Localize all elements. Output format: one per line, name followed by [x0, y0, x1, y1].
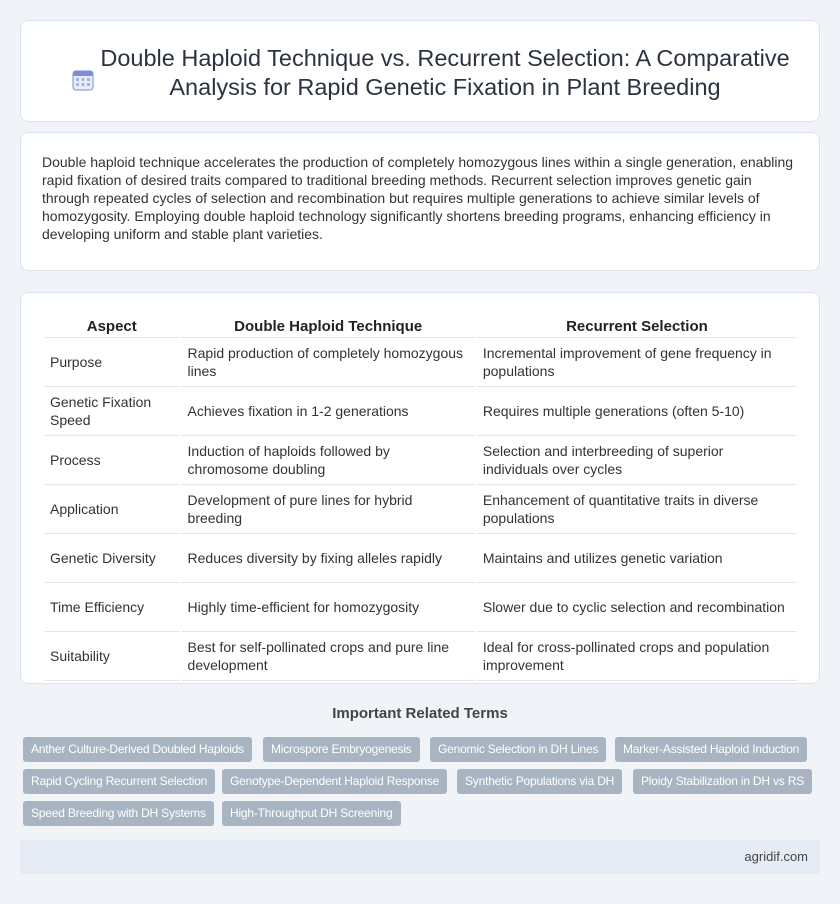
- related-terms-heading: Important Related Terms: [332, 705, 508, 722]
- related-term-tag[interactable]: Ploidy Stabilization in DH vs RS: [633, 769, 812, 794]
- table-cell-aspect: Purpose: [44, 338, 180, 387]
- related-term-tag[interactable]: Anther Culture-Derived Doubled Haploids: [23, 737, 252, 762]
- related-term-tag[interactable]: Genotype-Dependent Haploid Response: [222, 769, 447, 794]
- related-term-tag[interactable]: Rapid Cycling Recurrent Selection: [23, 769, 215, 794]
- table-row: [44, 338, 797, 387]
- column-header-aspect: Aspect: [44, 316, 180, 338]
- table-cell-aspect: Suitability: [44, 632, 180, 681]
- table-row: [44, 534, 797, 583]
- table-cell: Best for self-pollinated crops and pure line development: [182, 632, 475, 681]
- table-cell: Development of pure lines for hybrid breeding: [182, 485, 475, 534]
- related-term-tag[interactable]: Genomic Selection in DH Lines: [430, 737, 606, 762]
- table-cell: Selection and interbreeding of superior individuals over cycles: [477, 436, 797, 485]
- table-cell: Highly time-efficient for homozygosity: [182, 583, 475, 632]
- related-term-tag[interactable]: Marker-Assisted Haploid Induction: [615, 737, 807, 762]
- page-title: Double Haploid Technique vs. Recurrent Selection: A Comparative Analysis for Rapid Genetic Fixation in Plant Breeding: [100, 45, 790, 100]
- table-cell: Maintains and utilizes genetic variation: [477, 534, 797, 583]
- table-cell: Requires multiple generations (often 5-10): [477, 387, 797, 436]
- table-cell: Induction of haploids followed by chromosome doubling: [182, 436, 475, 485]
- table-row: [44, 583, 797, 632]
- comparison-card: [20, 292, 820, 684]
- table-row: [44, 387, 797, 436]
- intro-card: [20, 132, 820, 271]
- related-term-tag[interactable]: Speed Breeding with DH Systems: [23, 801, 214, 826]
- intro-paragraph: Double haploid technique accelerates the production of completely homozygous lines within a single generation, enabling rapid fixation of desired traits compared to traditional breeding methods. Recurrent selection improves genetic gain through repeated cycles of selection and recombination but requires multiple generations to achieve similar levels of homozygosity. Employing double haploid technology significantly shortens breeding programs, enhancing efficiency in developing uniform and stable plant varieties.: [42, 154, 794, 242]
- table-cell-aspect: Genetic Fixation Speed: [44, 387, 180, 436]
- table-cell: Enhancement of quantitative traits in diverse populations: [477, 485, 797, 534]
- table-header-row: [44, 316, 797, 338]
- footer-site-link[interactable]: agridif.com: [744, 849, 808, 864]
- table-cell-aspect: Genetic Diversity: [44, 534, 180, 583]
- table-row: [44, 632, 797, 681]
- title-card: [20, 20, 820, 122]
- column-header-double-haploid: Double Haploid Technique: [182, 316, 475, 338]
- comparison-table: [42, 316, 799, 681]
- related-term-tag[interactable]: Microspore Embryogenesis: [263, 737, 420, 762]
- table-cell: Reduces diversity by fixing alleles rapidly: [182, 534, 475, 583]
- table-cell-aspect: Process: [44, 436, 180, 485]
- footer: [20, 840, 820, 874]
- table-cell-aspect: Time Efficiency: [44, 583, 180, 632]
- table-row: [44, 485, 797, 534]
- table-cell: Rapid production of completely homozygous lines: [182, 338, 475, 387]
- column-header-recurrent-selection: Recurrent Selection: [477, 316, 797, 338]
- related-term-tag[interactable]: High-Throughput DH Screening: [222, 801, 401, 826]
- table-cell-aspect: Application: [44, 485, 180, 534]
- related-term-tag[interactable]: Synthetic Populations via DH: [457, 769, 622, 794]
- table-cell: Achieves fixation in 1-2 generations: [182, 387, 475, 436]
- table-cell: Incremental improvement of gene frequency in populations: [477, 338, 797, 387]
- table-row: [44, 436, 797, 485]
- table-cell: Slower due to cyclic selection and recombination: [477, 583, 797, 632]
- table-cell: Ideal for cross-pollinated crops and population improvement: [477, 632, 797, 681]
